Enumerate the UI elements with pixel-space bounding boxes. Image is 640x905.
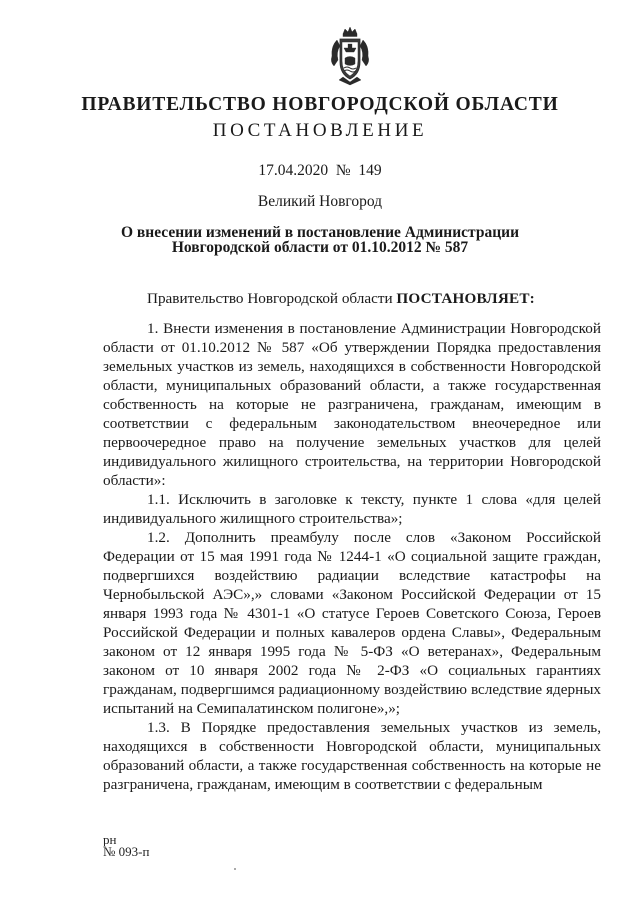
number-sign: № xyxy=(335,162,351,179)
subject-line-2: Новгородской области от 01.10.2012 № 587 xyxy=(171,239,469,256)
paragraph-1: 1. Внести изменения в постановление Администрации Новгородской области от 01.10.2012 № 587 «Об утверждении Порядка предоставления земельных участков из земель, находящихся в собственности Новгородской области, муниципальных образований области, а также государственная собственность на которые не разграничена, гражданам, имеющим в соответствии с федеральным законодательством внеочередное или первоочередное право на получение земельных участков для целей индивидуального жилищного строительства, на территории Новгородской области»: xyxy=(103,320,601,489)
footer xyxy=(103,834,149,858)
scan-speck xyxy=(234,868,236,870)
organization-title: ПРАВИТЕЛЬСТВО НОВГОРОДСКОЙ ОБЛАСТИ xyxy=(81,94,559,115)
coat-of-arms-icon xyxy=(327,26,373,86)
paragraph-1-1: 1.1. Исключить в заголовке к тексту, пункте 1 слова «для целей индивидуального жилищного строительства»; xyxy=(103,491,601,527)
preamble xyxy=(103,289,601,308)
footer-initials: рн xyxy=(103,832,117,847)
document-date-number xyxy=(0,162,640,180)
paragraph-1-3: 1.3. В Порядке предоставления земельных участков из земель, находящихся в собственности Новгородской области, муниципальных образований области, а также государственная собственность на которые не разграничена, гражданам, имеющим в соответствии с федеральным xyxy=(103,719,601,793)
document-type: ПОСТАНОВЛЕНИЕ xyxy=(212,120,428,141)
paragraph-1-2: 1.2. Дополнить преамбулу после слов «Законом Российской Федерации от 15 мая 1991 года № 1244-1 «О социальной защите граждан, подвергшихся воздействию радиации вследствие катастрофы на Чернобыльской АЭС»,» словами «Законом Российской Федерации от 15 января 1993 года № 4301-1 «О статусе Героев Советского Союза, Героев Российской Федерации и полных кавалеров ордена Славы», Федеральным законом от 12 января 1995 года № 5-ФЗ «О ветеранах», Федеральным законом от 10 января 2002 года № 2-ФЗ «О социальных гарантиях гражданам, подвергшимся радиационному воздействию вследствие ядерных испытаний на Семипалатинском полигоне»,»; xyxy=(103,529,601,717)
document-date: 17.04.2020 xyxy=(258,162,329,179)
place-of-issue: Великий Новгород xyxy=(257,193,383,210)
preamble-text: Правительство Новгородской области xyxy=(147,290,397,307)
footer-form-number: № 093-п xyxy=(103,844,150,859)
preamble-keyword: ПОСТАНОВЛЯЕТ: xyxy=(396,290,535,307)
document-number: 149 xyxy=(358,162,382,179)
subject-line-1: О внесении изменений в постановление Администрации xyxy=(120,224,519,241)
document-body xyxy=(103,289,601,794)
